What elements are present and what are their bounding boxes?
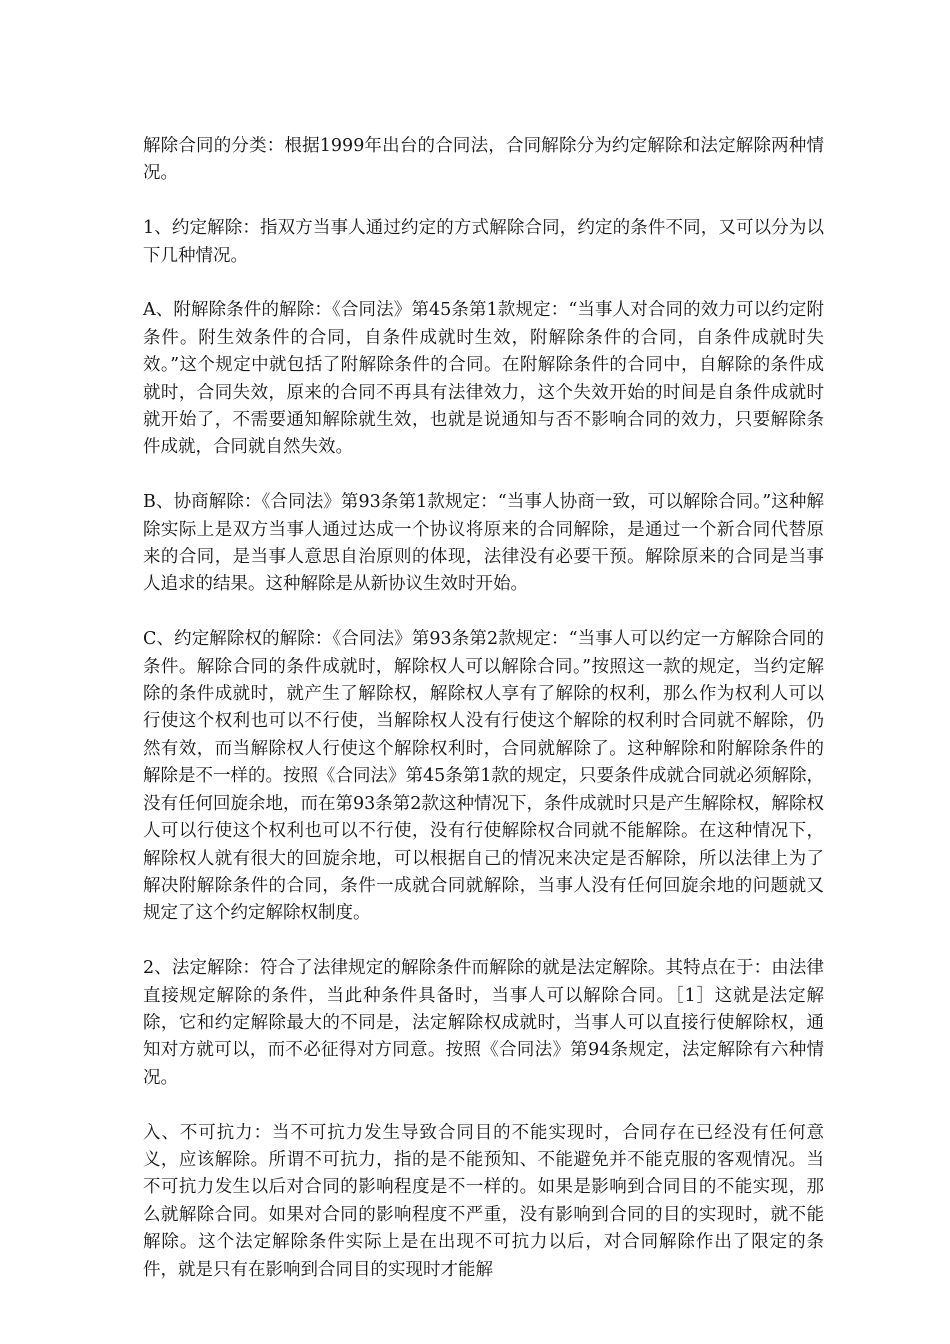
paragraph-agreed-termination: 1、约定解除：指双方当事人通过约定的方式解除合同，约定的条件不同，又可以分为以下几种情况。 [143,218,824,266]
paragraph-negotiated-termination: B、协商解除：《合同法》第93条第1款规定：“当事人协商一致，可以解除合同。”这种解除实际上是双方当事人通过达成一个协议将原来的合同解除，是通过一个新合同代替原来的合同，是当事人意思自治原则的体现，法律没有必要干预。解除原来的合同是当事人追求的结果。这种解除是从新协议生效时开始。 [143,492,824,595]
document-body [143,133,824,1284]
paragraph-classification-intro: 解除合同的分类：根据1999年出台的合同法，合同解除分为约定解除和法定解除两种情况。 [143,136,824,184]
paragraph-force-majeure: 入、不可抗力：当不可抗力发生导致合同目的不能实现时，合同存在已经没有任何意义，应该解除。所谓不可抗力，指的是不能预知、不能避免并不能克服的客观情况。当不可抗力发生以后对合同的影响程度是不一样的。如果是影响到合同目的不能实现，那么就解除合同。如果对合同的影响程度不严重，没有影响到合同的目的实现时，就不能解除。这个法定解除条件实际上是在出现不可抗力以后，对合同解除作出了限定的条件，就是只有在影响到合同目的实现时才能解 [143,1122,824,1280]
paragraph-condition-termination: A、附解除条件的解除：《合同法》第45条第1款规定：“当事人对合同的效力可以约定附条件。附生效条件的合同，自条件成就时生效，附解除条件的合同，自条件成就时失效。”这个规定中就包括了附解除条件的合同。在附解除条件的合同中，自解除的条件成就时，合同失效，原来的合同不再具有法律效力，这个失效开始的时间是自条件成就时就开始了，不需要通知解除就生效，也就是说通知与否不影响合同的效力，只要解除条件成就，合同就自然失效。 [143,300,824,458]
paragraph-agreed-right-termination: C、约定解除权的解除：《合同法》第93条第2款规定：“当事人可以约定一方解除合同的条件。解除合同的条件成就时，解除权人可以解除合同。”按照这一款的规定，当约定解除的条件成就时，就产生了解除权，解除权人享有了解除的权利，那么作为权利人可以行使这个权利也可以不行使，当解除权人没有行使这个解除的权利时合同就不解除，仍然有效，而当解除权人行使这个解除权利时，合同就解除了。这种解除和附解除条件的解除是不一样的。按照《合同法》第45条第1款的规定，只要条件成就合同就必须解除，没有任何回旋余地，而在第93条第2款这种情况下，条件成就时只是产生解除权，解除权人可以行使这个权利也可以不行使，没有行使解除权合同就不能解除。在这种情况下，解除权人就有很大的回旋余地，可以根据自己的情况来决定是否解除，所以法律上为了解决附解除条件的合同，条件一成就合同就解除，当事人没有任何回旋余地的问题就又规定了这个约定解除权制度。 [143,629,824,924]
paragraph-statutory-termination: 2、法定解除：符合了法律规定的解除条件而解除的就是法定解除。其特点在于：由法律直接规定解除的条件，当此种条件具备时，当事人可以解除合同。［1］这就是法定解除，它和约定解除最大的不同是，法定解除权成就时，当事人可以直接行使解除权，通知对方就可以，而不必征得对方同意。按照《合同法》第94条规定，法定解除有六种情况。 [143,958,824,1088]
